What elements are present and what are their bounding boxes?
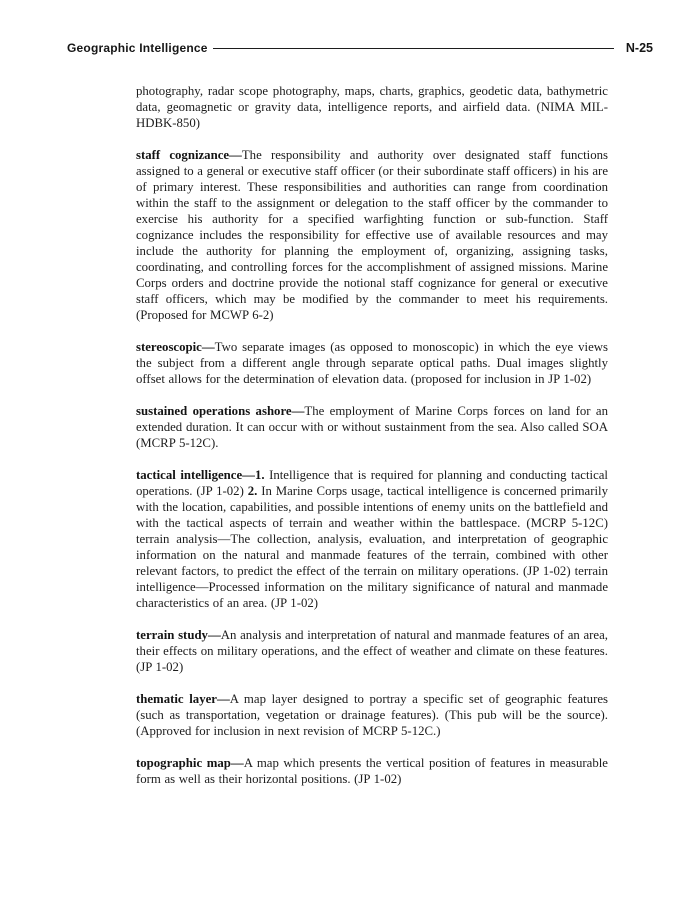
glossary-entry: photography, radar scope photography, maps, charts, graphics, geodetic data, bathymetric data, geomagnetic or gravity data, intelligence reports, and airfield data. (NIMA MIL-HDBK-850) (136, 84, 608, 130)
glossary-entry: stereoscopic—Two separate images (as opposed to monoscopic) in which the eye views the subject from a different angle through separate optical paths. Dual images slightly offset allows for the determination of elevation data. (proposed for inclusion in JP 1-02) (136, 340, 608, 386)
glossary-term: staff cognizance— (136, 148, 242, 162)
glossary-entry: staff cognizance—The responsibility and authority over designated staff functions assigned to a general or executive staff officer (or their subordinate staff officers) in his are of primary interest. These responsibilities and authorities can range from coordination within the staff to the assignment or delegation to the staff officer by the commander to exercise his authority for a specified warfighting function or sub-function. Staff cognizance includes the responsibility for effective use of available resources and may include the authority for planning the employment of, organizing, assigning tasks, coordinating, and controlling forces for the accomplishment of assigned missions. Marine Corps orders and doctrine provide the notional staff cognizance for general or executive staff officers, which may be modified by the commander to meet his requirements. (Proposed for MCWP 6-2) (136, 148, 608, 322)
glossary-entry: sustained operations ashore—The employment of Marine Corps forces on land for an extended duration. It can occur with or without sustainment from the sea. Also called SOA (MCRP 5-12C). (136, 404, 608, 450)
glossary-entry: tactical intelligence—1. Intelligence that is required for planning and conducting tactical operations. (JP 1-02) 2. In Marine Corps usage, tactical intelligence is concerned primarily with the location, capabilities, and possible intentions of enemy units on the battlefield and with the tactical aspects of terrain and weather within the battlespace. (MCRP 5-12C) terrain analysis—The collection, analysis, evaluation, and interpretation of geographic information on the natural and manmade features of the terrain, combined with other relevant factors, to predict the effect of the terrain on military operations. (JP 1-02) terrain intelligence—Processed information on the military significance of natural and manmade characteristics of an area. (JP 1-02) (136, 468, 609, 610)
page-header (67, 41, 653, 55)
glossary-entry: topographic map—A map which presents the vertical position of features in measurable form as well as their horizontal positions. (JP 1-02) (136, 756, 608, 786)
glossary-term: sustained operations ashore— (136, 404, 305, 418)
header-rule (213, 48, 614, 49)
glossary-term: 2. (247, 484, 258, 498)
glossary-content (136, 83, 608, 803)
glossary-term: terrain study— (136, 628, 221, 642)
glossary-entry: terrain study—An analysis and interpretation of natural and manmade features of an area, their effects on military operations, and the effect of weather and climate on these features. (JP 1-02) (136, 628, 608, 674)
page-number: N-25 (625, 41, 653, 55)
glossary-term: tactical intelligence—1. (136, 468, 265, 482)
glossary-term: stereoscopic— (136, 340, 215, 354)
running-header-title: Geographic Intelligence (67, 41, 208, 55)
glossary-term: thematic layer— (136, 692, 230, 706)
glossary-term: topographic map— (136, 756, 244, 770)
glossary-entry: thematic layer—A map layer designed to portray a specific set of geographic features (such as transportation, vegetation or drainage features). (This pub will be the source). (Approved for inclusion in next revision of MCRP 5-12C.) (136, 692, 608, 738)
